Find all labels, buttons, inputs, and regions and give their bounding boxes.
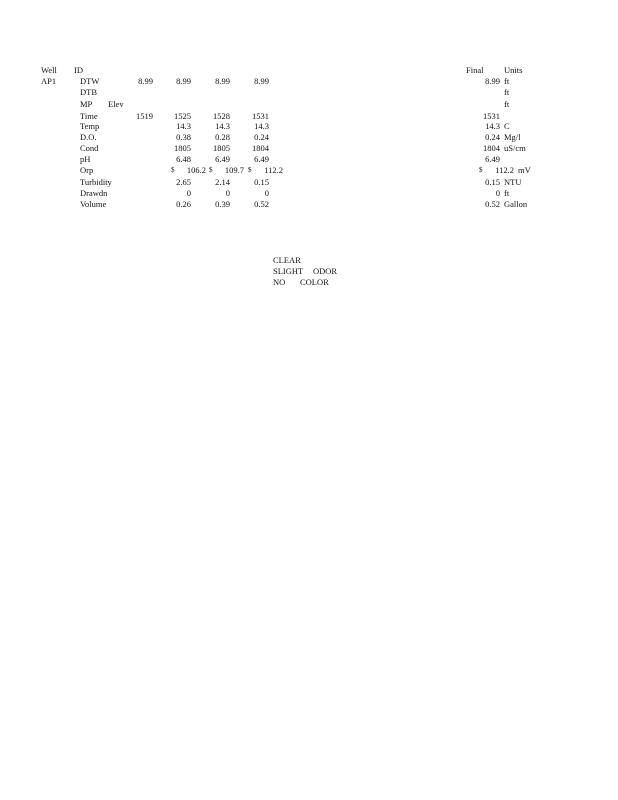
- cell-value: 0: [225, 188, 230, 198]
- cell-value: 6.49: [254, 154, 269, 164]
- cell-value: 1531: [252, 111, 269, 121]
- row-label-secondary: Elev: [108, 99, 124, 109]
- unit: Gallon: [504, 199, 528, 209]
- cell-value: 0.24: [254, 132, 269, 142]
- cell-value: 0.52: [254, 199, 269, 209]
- cell-value: 1528: [213, 111, 230, 121]
- cell-value: 14.3: [176, 121, 191, 131]
- unit: ft: [504, 76, 510, 86]
- row-label: Time: [80, 111, 98, 121]
- unit: ft: [504, 87, 510, 97]
- row-label: DTW: [80, 76, 100, 86]
- currency-symbol: $: [209, 166, 213, 174]
- unit: uS/cm: [504, 143, 526, 153]
- row-label: Temp: [80, 121, 100, 131]
- cell-value: 2.65: [176, 177, 191, 187]
- cell-value: 0.28: [215, 132, 230, 142]
- cell-value: 0.38: [176, 132, 191, 142]
- cell-value: 112.2: [264, 165, 283, 175]
- final-value: 14.3: [485, 121, 500, 131]
- cell-value: 0: [264, 188, 269, 198]
- unit: NTU: [504, 177, 522, 187]
- cell-value: 6.49: [215, 154, 230, 164]
- final-value: 1804: [483, 143, 500, 153]
- odor-note: ODOR: [313, 266, 338, 276]
- cell-value: 1805: [213, 143, 230, 153]
- cell-value: 1805: [174, 143, 191, 153]
- currency-symbol: $: [171, 166, 175, 174]
- unit: ft: [504, 99, 510, 109]
- cell-value: 109.7: [224, 165, 244, 175]
- final-value: 0: [495, 188, 500, 198]
- unit: ft: [504, 188, 510, 198]
- unit: Mg/l: [504, 132, 521, 142]
- row-label: Turbidity: [80, 177, 112, 187]
- final-value: 0.24: [485, 132, 500, 142]
- cell-value: 1519: [136, 111, 153, 121]
- cell-value: 8.99: [176, 76, 191, 86]
- row-label: D.O.: [80, 132, 97, 142]
- units-header: Units: [504, 65, 523, 75]
- id-header: ID: [74, 65, 83, 75]
- row-label: MP: [80, 99, 93, 109]
- cell-value: 0.26: [176, 199, 191, 209]
- cell-value: 14.3: [254, 121, 269, 131]
- cell-value: 106.2: [186, 165, 206, 175]
- final-value: 6.49: [485, 154, 500, 164]
- cell-value: 14.3: [215, 121, 230, 131]
- row-label: DTB: [80, 87, 97, 97]
- cell-value: 0.39: [215, 199, 230, 209]
- cell-value: 2.14: [215, 177, 230, 187]
- cell-value: 8.99: [254, 76, 269, 86]
- row-label: pH: [80, 154, 91, 164]
- well-header: Well: [41, 65, 57, 75]
- row-label: Volume: [80, 199, 107, 209]
- color-note: COLOR: [300, 277, 329, 287]
- final-value: 8.99: [485, 76, 500, 86]
- row-label: Drawdn: [80, 188, 108, 198]
- cell-value: 0: [186, 188, 191, 198]
- clarity-note: CLEAR: [273, 255, 301, 265]
- final-value: 1531: [483, 111, 500, 121]
- row-label: Orp: [80, 165, 94, 175]
- unit: C: [504, 121, 510, 131]
- cell-value: 6.48: [176, 154, 191, 164]
- row-label: Cond: [80, 143, 99, 153]
- unit: mV: [518, 165, 531, 175]
- well-id: AP1: [41, 76, 57, 86]
- cell-value: 1804: [252, 143, 269, 153]
- cell-value: 8.99: [215, 76, 230, 86]
- currency-symbol: $: [248, 166, 252, 174]
- final-value: 112.2: [495, 165, 514, 175]
- final-value: 0.52: [485, 199, 500, 209]
- final-value: 0.15: [485, 177, 500, 187]
- cell-value: 1525: [174, 111, 191, 121]
- cell-value: 0.15: [254, 177, 269, 187]
- currency-symbol: $: [479, 166, 483, 174]
- cell-value: 8.99: [138, 76, 153, 86]
- odor-level-note: SLIGHT: [273, 266, 304, 276]
- color-level-note: NO: [273, 277, 286, 287]
- final-header: Final: [466, 65, 484, 75]
